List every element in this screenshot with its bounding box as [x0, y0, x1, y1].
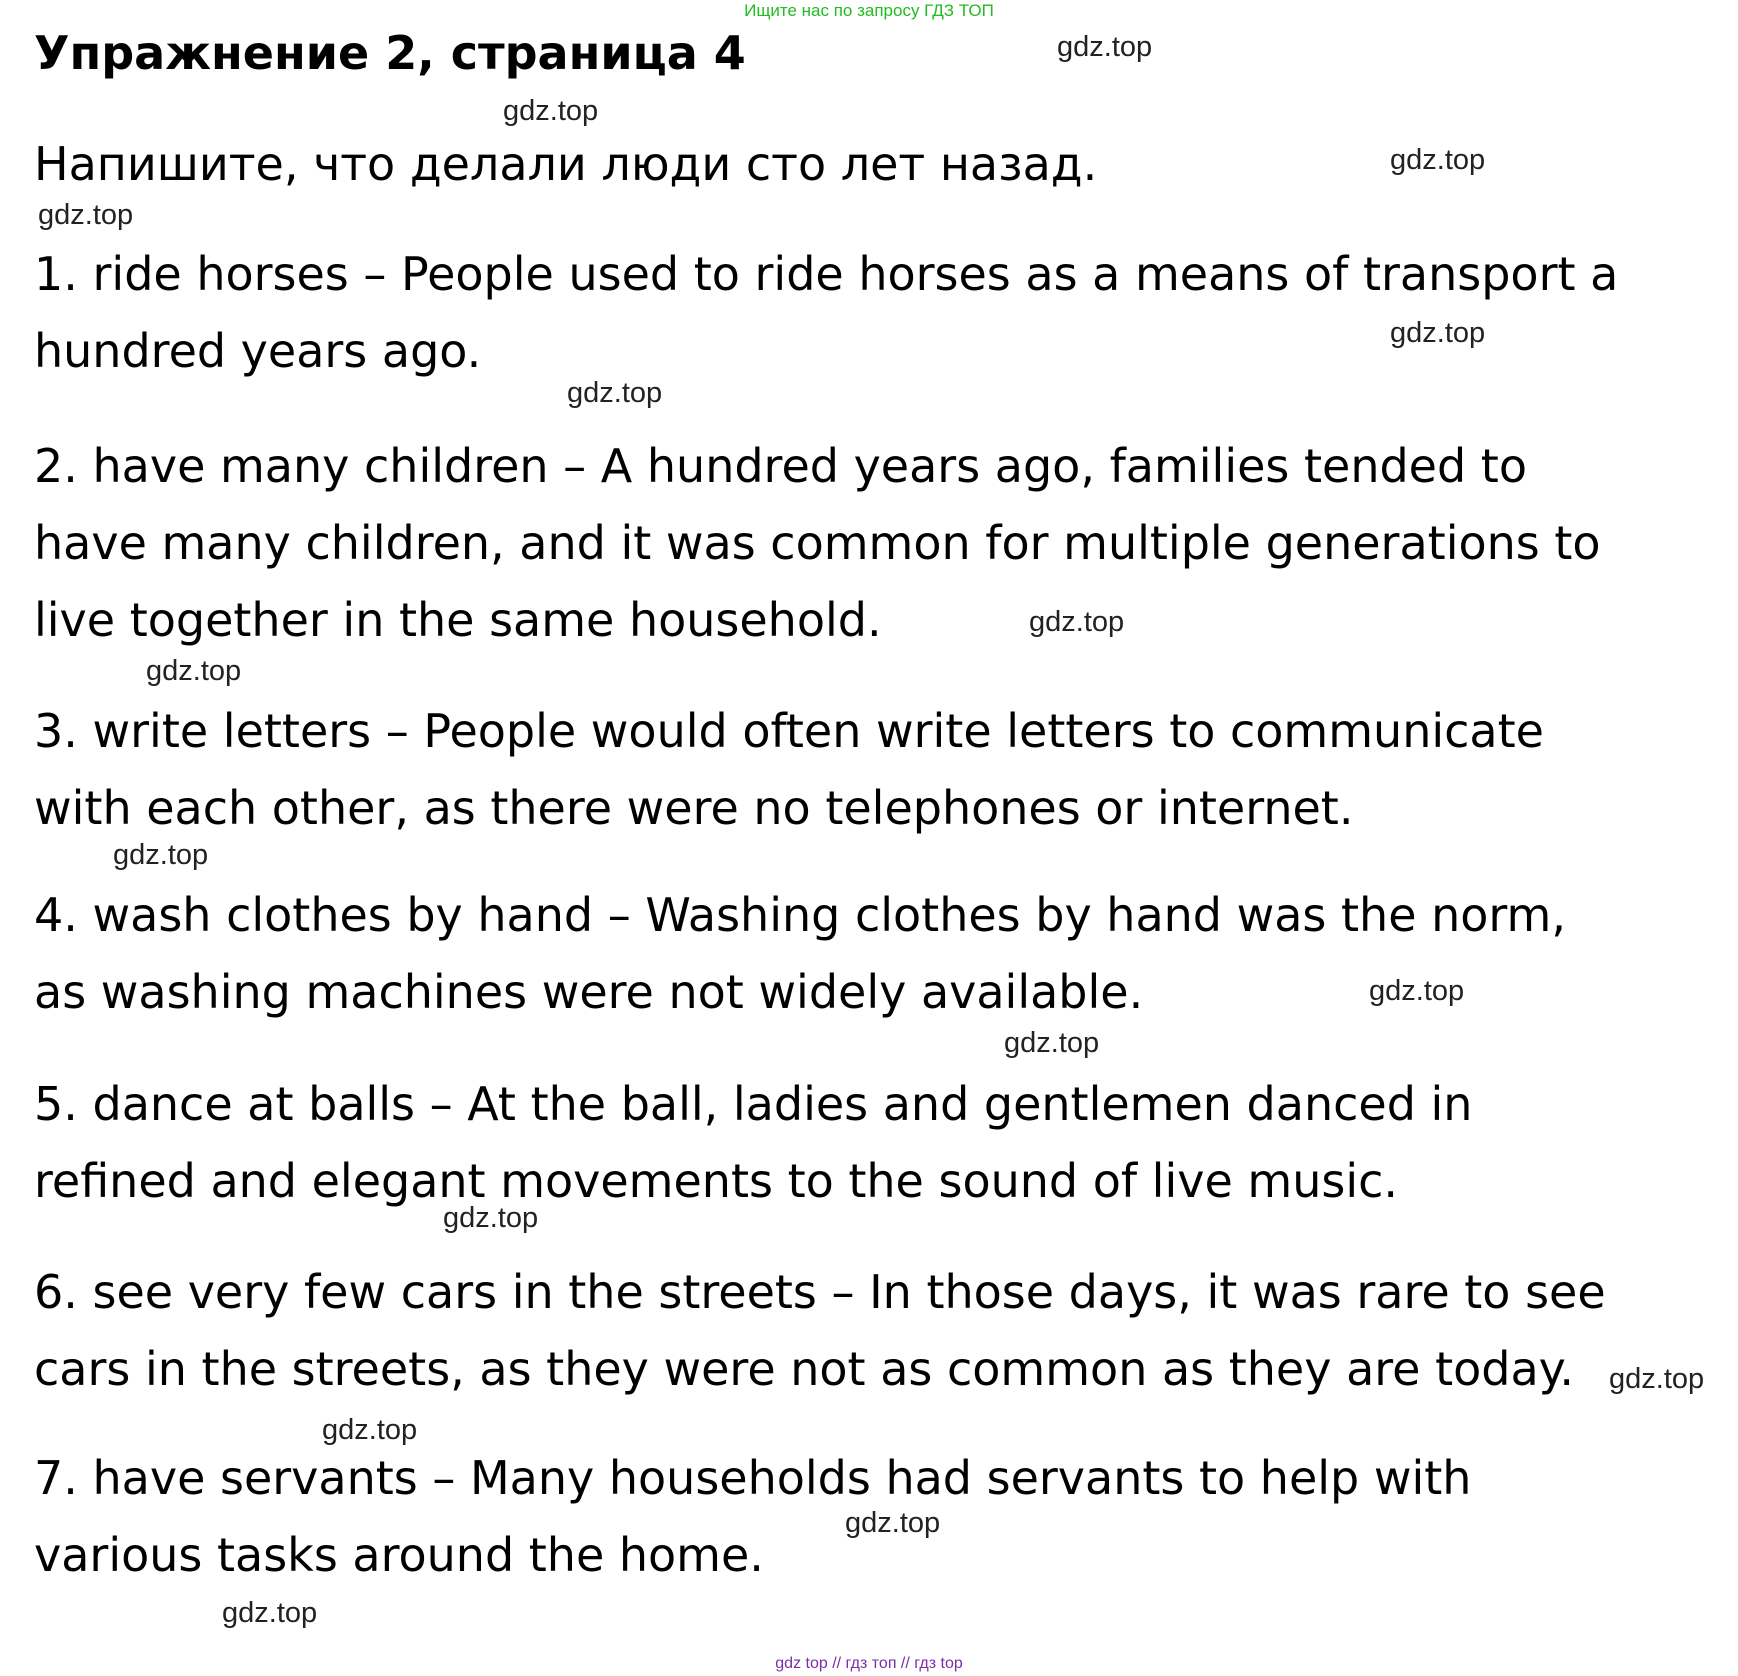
search-banner: Ищите нас по запросу ГДЗ ТОП — [744, 1, 994, 20]
watermark: gdz.top — [845, 1507, 941, 1539]
watermark: gdz.top — [146, 655, 242, 687]
answer-item-2 — [34, 428, 1601, 659]
answer-item-3 — [34, 693, 1544, 847]
watermark: gdz.top — [1029, 606, 1125, 638]
watermark: gdz.top — [1390, 317, 1486, 349]
answer-line: refined and elegant movements to the sound of live music. — [34, 1154, 1399, 1208]
answer-line: with each other, as there were no telephones or internet. — [34, 781, 1354, 835]
answer-line: various tasks around the home. — [34, 1528, 764, 1582]
answer-line: as washing machines were not widely available. — [34, 965, 1144, 1019]
watermark: gdz.top — [1609, 1363, 1705, 1395]
answer-line: cars in the streets, as they were not as common as they are today. — [34, 1342, 1574, 1396]
answer-item-4 — [34, 877, 1566, 1031]
watermark: gdz.top — [1057, 31, 1153, 63]
watermark: gdz.top — [38, 199, 134, 231]
watermark: gdz.top — [222, 1597, 318, 1629]
watermark: gdz.top — [113, 839, 209, 871]
answer-line: live together in the same household. — [34, 593, 882, 647]
answer-line: 3. write letters – People would often write letters to communicate — [34, 704, 1544, 758]
watermark: gdz.top — [443, 1202, 539, 1234]
watermark: gdz.top — [503, 95, 599, 127]
answer-line: 5. dance at balls – At the ball, ladies and gentlemen danced in — [34, 1077, 1473, 1131]
answer-line: 4. wash clothes by hand – Washing clothes by hand was the norm, — [34, 888, 1566, 942]
answer-line: hundred years ago. — [34, 324, 482, 378]
answer-line: 1. ride horses – People used to ride horses as a means of transport a — [34, 247, 1619, 301]
answer-item-6 — [34, 1254, 1606, 1408]
answer-item-5 — [34, 1066, 1472, 1220]
watermark: gdz.top — [1004, 1027, 1100, 1059]
answer-item-7 — [34, 1440, 1471, 1594]
answer-line: 2. have many children – A hundred years ago, families tended to — [34, 439, 1527, 493]
answer-line: 7. have servants – Many households had servants to help with — [34, 1451, 1472, 1505]
answer-line: have many children, and it was common for multiple generations to — [34, 516, 1601, 570]
answer-line: 6. see very few cars in the streets – In those days, it was rare to see — [34, 1265, 1606, 1319]
footer-watermark: gdz top // гдз топ // гдз top — [775, 1655, 963, 1672]
page-title: Упражнение 2, страница 4 — [34, 26, 746, 80]
answer-item-1 — [34, 236, 1618, 390]
task-instruction: Напишите, что делали люди сто лет назад. — [34, 137, 1098, 191]
watermark: gdz.top — [322, 1414, 418, 1446]
watermark: gdz.top — [567, 377, 663, 409]
watermark: gdz.top — [1369, 975, 1465, 1007]
watermark: gdz.top — [1390, 144, 1486, 176]
